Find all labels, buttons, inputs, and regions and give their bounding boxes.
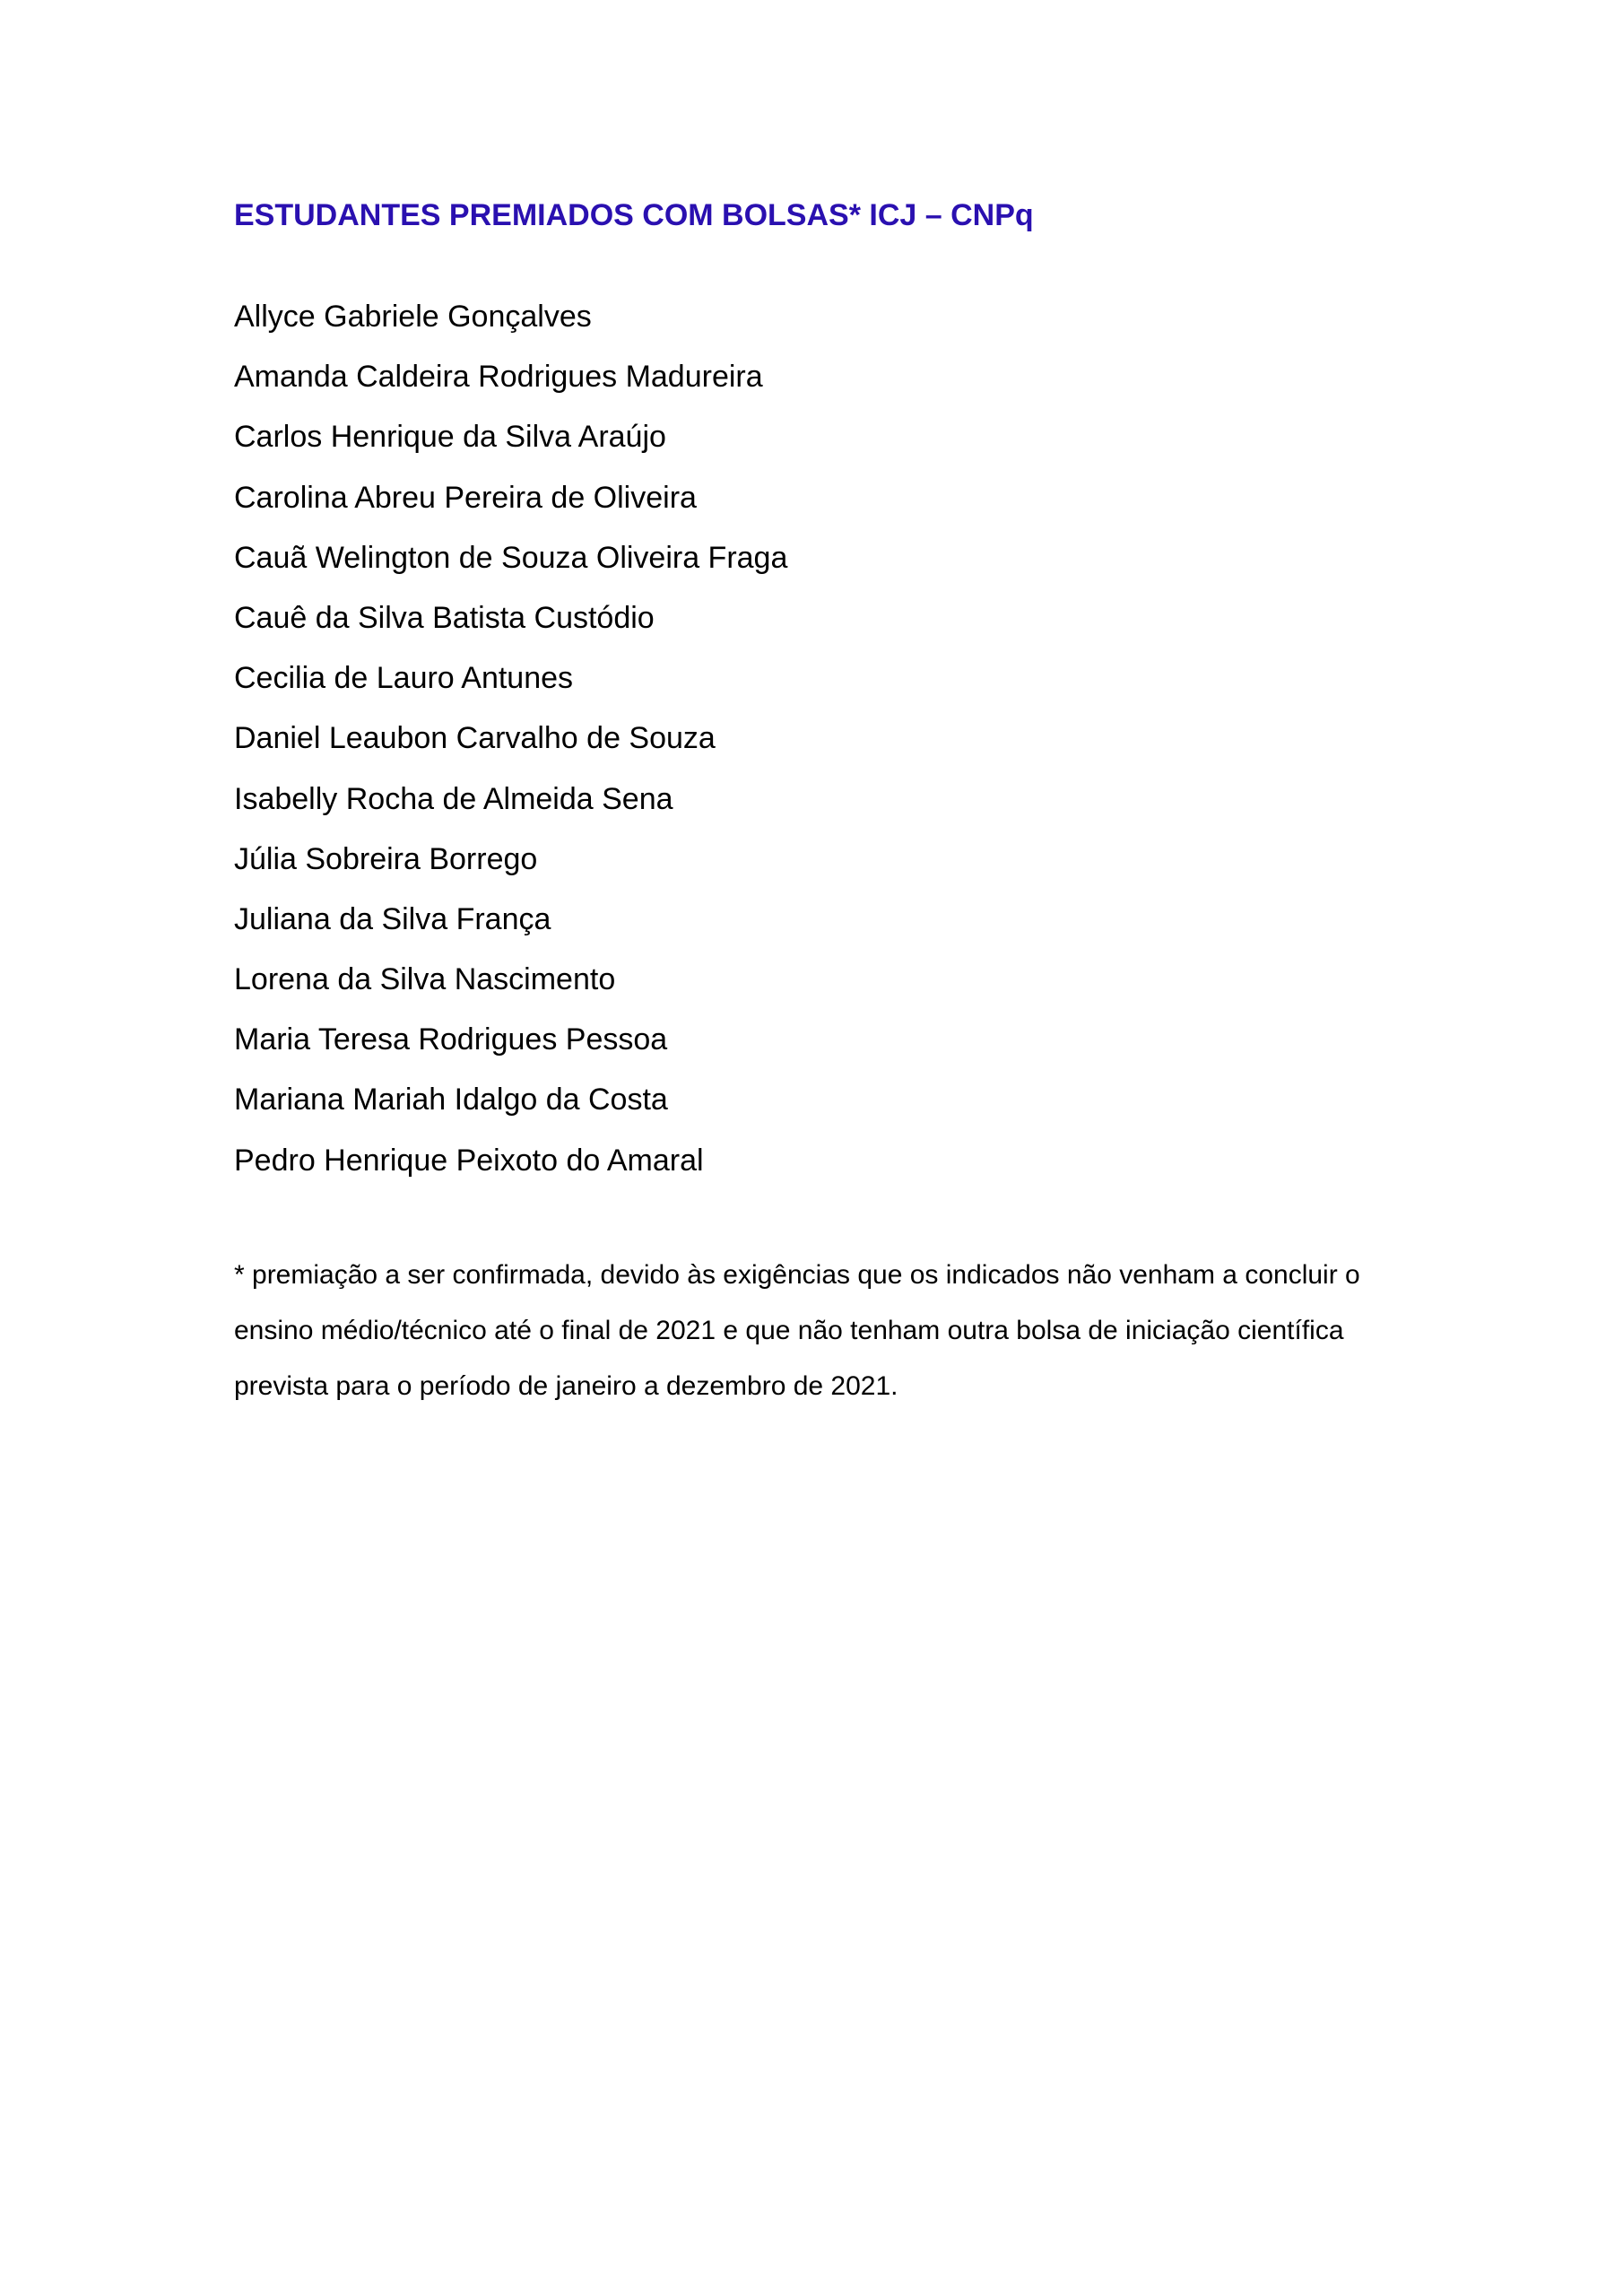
student-name: Cauê da Silva Batista Custódio — [234, 600, 655, 635]
student-name: Amanda Caldeira Rodrigues Madureira — [234, 360, 763, 395]
student-name: Cauã Welington de Souza Oliveira Fraga — [234, 540, 788, 575]
student-list — [234, 287, 1400, 1191]
footnote: * premiação a ser confirmada, devido às exigências que os indicados não venham a concluir o ensino médio/técnico até o final de 2021 e que não tenham outra bolsa de iniciação científica prevista para o período de janeiro a dezembro de 2021. — [234, 1259, 1360, 1401]
student-name: Mariana Mariah Idalgo da Costa — [234, 1083, 668, 1118]
document-content — [234, 193, 1400, 1414]
document-title: ESTUDANTES PREMIADOS COM BOLSAS* ICJ – CNPq — [234, 198, 1034, 232]
student-name: Maria Teresa Rodrigues Pessoa — [234, 1022, 668, 1057]
student-name: Cecilia de Lauro Antunes — [234, 661, 574, 696]
student-name: Carlos Henrique da Silva Araújo — [234, 420, 666, 455]
student-name: Juliana da Silva França — [234, 901, 551, 936]
student-name: Júlia Sobreira Borrego — [234, 841, 538, 876]
student-name: Carolina Abreu Pereira de Oliveira — [234, 480, 697, 515]
student-name: Pedro Henrique Peixoto do Amaral — [234, 1143, 704, 1178]
student-name: Allyce Gabriele Gonçalves — [234, 300, 592, 334]
student-name: Daniel Leaubon Carvalho de Souza — [234, 721, 716, 756]
student-name: Isabelly Rocha de Almeida Sena — [234, 781, 673, 816]
student-name: Lorena da Silva Nascimento — [234, 962, 616, 997]
